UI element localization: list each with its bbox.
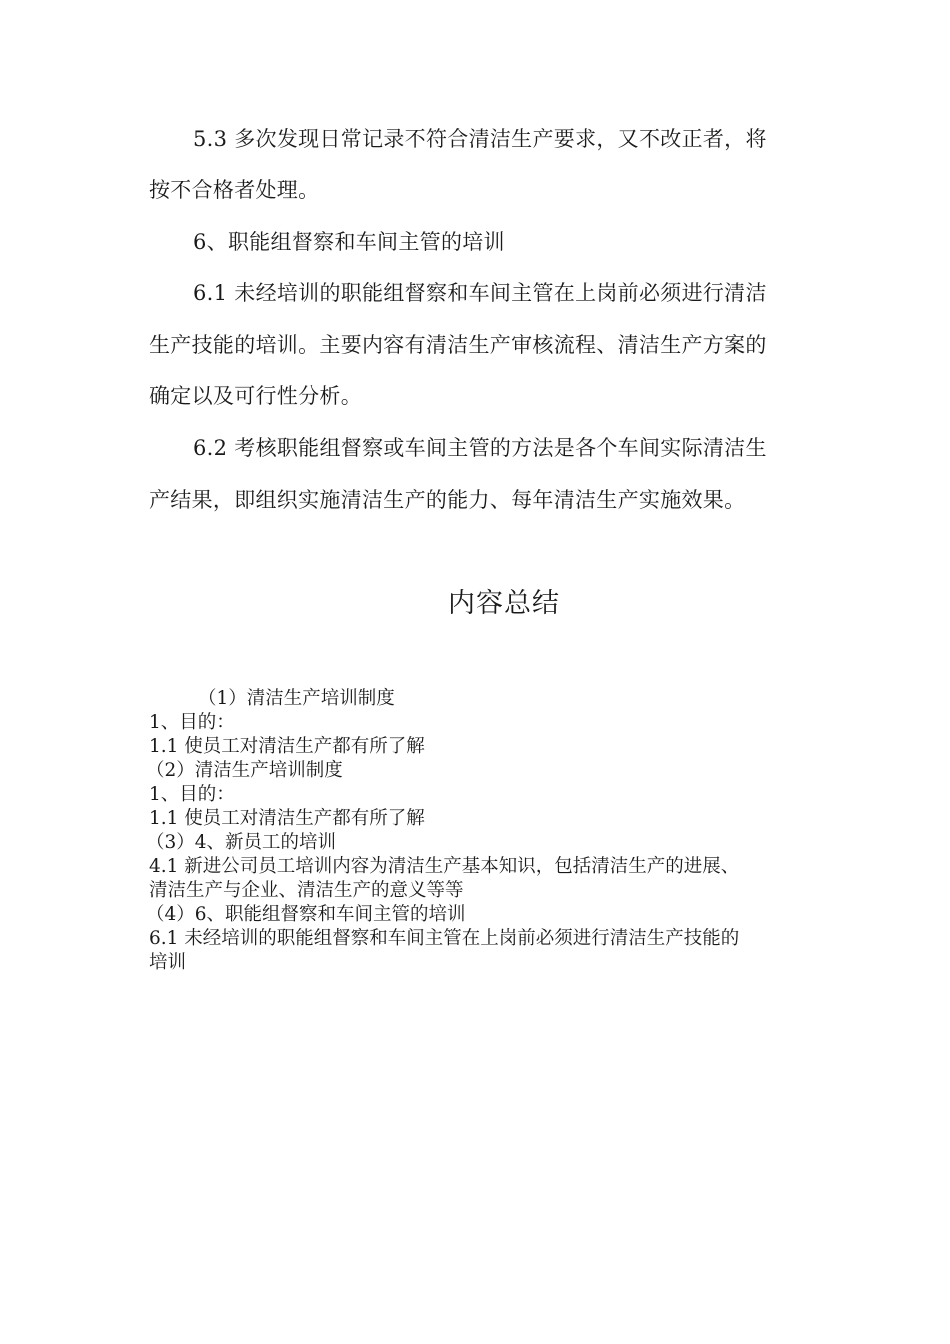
paragraph-6-2-line-1: 6.2 考核职能组督察或车间主管的方法是各个车间实际清洁生 bbox=[193, 436, 767, 460]
summary-line: 6.1 未经培训的职能组督察和车间主管在上岗前必须进行清洁生产技能的 bbox=[149, 928, 740, 949]
summary-line: 4.1 新进公司员工培训内容为清洁生产基本知识，包括清洁生产的进展、 bbox=[149, 856, 740, 877]
summary-line: （2）清洁生产培训制度 bbox=[146, 760, 343, 781]
summary-line: 1、目的： bbox=[149, 784, 235, 805]
paragraph-6-1-line-1: 6.1 未经培训的职能组督察和车间主管在上岗前必须进行清洁 bbox=[193, 281, 767, 305]
summary-line: （4）6、职能组督察和车间主管的培训 bbox=[146, 904, 466, 925]
summary-line: （3）4、新员工的培训 bbox=[146, 832, 337, 853]
paragraph-5-3-line-1: 5.3 多次发现日常记录不符合清洁生产要求，又不改正者，将 bbox=[193, 127, 767, 151]
paragraph-6-2-line-2: 产结果，即组织实施清洁生产的能力、每年清洁生产实施效果。 bbox=[149, 488, 746, 512]
paragraph-6-1-line-2: 生产技能的培训。主要内容有清洁生产审核流程、清洁生产方案的 bbox=[149, 333, 767, 357]
summary-line: 清洁生产与企业、清洁生产的意义等等 bbox=[149, 880, 464, 901]
summary-line: 1、目的： bbox=[149, 712, 235, 733]
summary-line: 培训 bbox=[149, 952, 187, 973]
summary-line: （1）清洁生产培训制度 bbox=[198, 688, 395, 709]
summary-title: 内容总结 bbox=[448, 588, 560, 619]
summary-line: 1.1 使员工对清洁生产都有所了解 bbox=[149, 736, 425, 757]
summary-line: 1.1 使员工对清洁生产都有所了解 bbox=[149, 808, 425, 829]
paragraph-6-1-line-3: 确定以及可行性分析。 bbox=[149, 384, 362, 408]
paragraph-5-3-line-2: 按不合格者处理。 bbox=[149, 178, 320, 202]
section-heading-6: 6、职能组督察和车间主管的培训 bbox=[193, 230, 505, 254]
